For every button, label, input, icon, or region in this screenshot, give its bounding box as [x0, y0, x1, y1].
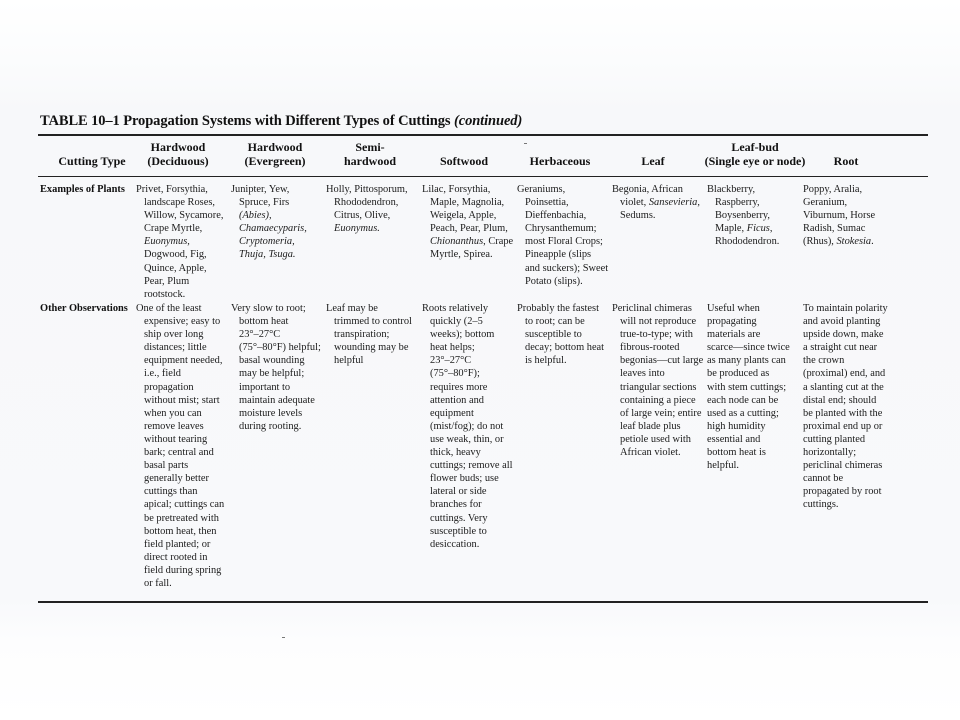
cell-line: cuttings. — [803, 499, 839, 511]
cell-line: Rhododendron, — [334, 197, 399, 209]
cell-line: (75°–80°F) helpful; — [239, 342, 321, 354]
cell-line: Thuja, Tsuga. — [239, 249, 296, 261]
cell-observations-hardwood-deciduous — [136, 302, 224, 590]
cell-line: remove leaves — [144, 420, 204, 432]
cell-line: cutting planted — [803, 433, 866, 445]
cell-examples-hardwood-evergreen — [231, 183, 307, 262]
cell-line: Weigela, Apple, — [430, 210, 497, 222]
cell-line: direct rooted in — [144, 551, 208, 563]
cell-line: quickly (2–5 — [430, 316, 483, 328]
cell-line: propagation — [144, 381, 194, 393]
cell-line: Myrtle, Spirea. — [430, 249, 493, 261]
cell-line: (mist/fog); do not — [430, 420, 504, 432]
cell-line: Spruce, Firs — [239, 197, 290, 209]
cell-line: Rhododendron. — [715, 236, 780, 248]
header-line: (Single eye or node) — [704, 154, 806, 168]
cell-line: i.e., field — [144, 368, 181, 380]
header-line: (Deciduous) — [147, 154, 209, 168]
header-hardwood-evergreen — [228, 140, 322, 168]
cell-examples-hardwood-deciduous — [136, 183, 223, 301]
header-root — [796, 154, 896, 168]
top-rule — [38, 134, 928, 136]
cell-line: weeks); bottom — [430, 329, 495, 341]
cell-observations-root — [803, 302, 888, 512]
cell-line: helpful. — [707, 460, 740, 472]
cell-line: Privet, Forsythia, — [136, 184, 208, 195]
cell-line: (75°–80°F); — [430, 368, 480, 380]
cell-line: susceptible to — [525, 329, 582, 341]
cell-line: important to — [239, 381, 291, 393]
cell-line: during rooting. — [239, 420, 302, 432]
cell-line: Pear, Plum — [144, 275, 190, 287]
cell-line: be planted with the — [803, 407, 883, 419]
cell-line: use weak, thin, or — [430, 433, 504, 445]
cell-line: Leaf may be — [326, 303, 378, 314]
cell-line: true-to-type; with — [620, 329, 694, 341]
cell-line: Raspberry, — [715, 197, 760, 209]
row-label-observations: Other Observations — [40, 303, 128, 314]
cell-line: basal parts — [144, 460, 189, 472]
header-leaf — [608, 154, 698, 168]
cell-line: Blackberry, — [707, 184, 756, 195]
cell-line: branches for — [430, 499, 482, 511]
cell-line: Junipter, Yew, — [231, 184, 290, 195]
cell-line: Peach, Pear, Plum, — [430, 223, 508, 235]
cell-line: bottom heat — [239, 316, 289, 328]
cell-line: may be helpful; — [239, 368, 305, 380]
cell-line: (Abies), — [239, 210, 272, 222]
cell-line: Dogwood, Fig, — [144, 249, 207, 261]
header-line: Hardwood — [247, 140, 303, 154]
cell-line: Crape Myrtle, — [144, 223, 203, 235]
cell-line: maintain adequate — [239, 394, 315, 406]
cell-line: Geraniums, — [517, 184, 566, 195]
cell-line: leaf blade plus — [620, 420, 681, 432]
cell-line: fibrous-rooted — [620, 342, 680, 354]
table-title — [40, 113, 522, 130]
cell-line: petiole used with — [620, 433, 691, 445]
cell-line: distances; little — [144, 342, 207, 354]
cell-observations-semi-hardwood — [326, 302, 412, 367]
cell-line: bark; central and — [144, 447, 214, 459]
cell-line: equipment — [430, 407, 474, 419]
cell-line: apical; cuttings can — [144, 499, 225, 511]
cell-line: One of the least — [136, 303, 202, 314]
cell-line: Chionanthus, Crape — [430, 236, 514, 248]
cell-line: cuttings. Very — [430, 512, 488, 524]
cell-line: be pretreated with — [144, 512, 220, 524]
cell-line: a straight cut near — [803, 342, 878, 354]
cell-line: Radish, Sumac — [803, 223, 866, 235]
cell-line: and avoid planting — [803, 316, 881, 328]
cell-line: Maple, Ficus, — [715, 223, 773, 235]
cell-line: desiccation. — [430, 538, 480, 550]
cell-line: Boysenberry, — [715, 210, 771, 222]
cell-line: the crown — [803, 355, 845, 367]
cell-line: Roots relatively — [422, 303, 489, 314]
cell-examples-semi-hardwood — [326, 183, 408, 235]
cell-line: scarce—since twice — [707, 342, 790, 354]
cell-line: leaves into — [620, 368, 665, 380]
cell-line: African violet. — [620, 447, 681, 459]
cell-line: Useful when — [707, 303, 760, 314]
cell-line: Willow, Sycamore, — [144, 210, 224, 222]
cell-line: be produced as — [707, 368, 770, 380]
header-line: Root — [833, 154, 859, 168]
table-title-main: TABLE 10–1 Propagation Systems with Different Types of Cuttings — [40, 113, 451, 129]
cell-line: triangular sections — [620, 381, 697, 393]
cell-observations-hardwood-evergreen — [231, 302, 321, 433]
cell-observations-leaf — [612, 302, 703, 459]
cell-line: requires more — [430, 381, 488, 393]
cell-line: cannot be — [803, 473, 844, 485]
cell-line: cuttings than — [144, 486, 198, 498]
cell-observations-softwood — [422, 302, 513, 551]
cell-line: Dieffenbachia, — [525, 210, 587, 222]
cell-line: trimmed to control — [334, 316, 412, 328]
cell-line: upside down, make — [803, 329, 884, 341]
header-softwood — [414, 154, 514, 168]
cell-line: (Rhus), Stokesia. — [803, 236, 874, 248]
header-herbaceous — [510, 154, 610, 168]
cell-line: or fall. — [144, 577, 172, 589]
cell-line: will not reproduce — [620, 316, 697, 328]
cell-line: 23°–27°C — [430, 355, 472, 367]
cell-line: To maintain polarity — [803, 303, 888, 314]
cell-examples-leaf — [612, 183, 700, 222]
cell-line: proximal end up or — [803, 420, 883, 432]
cell-line: of large vein; entire — [620, 407, 702, 419]
cell-line: heat helps; — [430, 342, 475, 354]
cell-line: Maple, Magnolia, — [430, 197, 505, 209]
cell-line: bottom heat, then — [144, 525, 217, 537]
cell-line: essential and — [707, 433, 761, 445]
cell-line: bottom heat is — [707, 447, 766, 459]
cell-line: basal wounding — [239, 355, 305, 367]
header-line: hardwood — [343, 154, 396, 168]
cell-line: as many plants can — [707, 355, 786, 367]
cell-line: cuttings; remove all — [430, 460, 513, 472]
header-leaf-bud — [700, 140, 810, 168]
cell-line: high humidity — [707, 420, 766, 432]
cell-line: without mist; start — [144, 394, 220, 406]
cell-line: moisture levels — [239, 407, 303, 419]
cell-line: helpful — [334, 355, 364, 367]
cell-line: each node can be — [707, 394, 779, 406]
scan-speck — [282, 637, 285, 638]
cell-line: susceptible to — [430, 525, 487, 537]
cell-line: with stem cuttings; — [707, 381, 787, 393]
cell-line: Lilac, Forsythia, — [422, 184, 491, 195]
cell-line: used as a cutting; — [707, 407, 779, 419]
cell-line: propagated by root — [803, 486, 882, 498]
cell-line: a slanting cut at the — [803, 381, 884, 393]
cell-line: decay; bottom heat — [525, 342, 605, 354]
cell-line: lateral or side — [430, 486, 487, 498]
cell-line: and suckers); Sweet — [525, 262, 609, 274]
row-label-examples: Examples of Plants — [40, 184, 125, 195]
cell-line: Potato (slips). — [525, 275, 583, 287]
cell-line: periclinal chimeras — [803, 460, 883, 472]
cell-line: horizontally; — [803, 447, 857, 459]
cell-examples-leaf-bud — [707, 183, 779, 248]
cell-line: Citrus, Olive, — [334, 210, 391, 222]
cell-line: generally better — [144, 473, 209, 485]
cell-line: Quince, Apple, — [144, 262, 207, 274]
cell-line: Chrysanthemum; — [525, 223, 597, 235]
cell-line: Geranium, — [803, 197, 848, 209]
cell-line: materials are — [707, 329, 761, 341]
cell-line: Euonymus, — [144, 236, 190, 248]
cell-line: propagating — [707, 316, 757, 328]
bottom-rule — [38, 601, 928, 603]
cell-line: field planted; or — [144, 538, 211, 550]
cell-observations-herbaceous — [517, 302, 604, 367]
cell-line: flower buds; use — [430, 473, 499, 485]
table-title-continued: (continued) — [454, 113, 523, 129]
cell-examples-herbaceous — [517, 183, 608, 288]
cell-line: Cryptomeria, — [239, 236, 295, 248]
header-line: Semi- — [355, 140, 385, 154]
cell-line: Holly, Pittosporum, — [326, 184, 408, 195]
cell-line: rootstock. — [144, 288, 186, 300]
header-semi-hardwood — [322, 140, 418, 168]
cell-line: when you can — [144, 407, 202, 419]
cell-line: wounding may be — [334, 342, 409, 354]
cell-line: Very slow to root; — [231, 303, 306, 314]
header-line: Herbaceous — [529, 154, 591, 168]
cell-examples-softwood — [422, 183, 513, 262]
cell-line: Chamaecyparis, — [239, 223, 307, 235]
cell-line: without tearing — [144, 433, 208, 445]
cell-line: equipment needed, — [144, 355, 223, 367]
cell-line: most Floral Crops; — [525, 236, 603, 248]
cell-line: landscape Roses, — [144, 197, 215, 209]
cell-line: violet, Sansevieria, — [620, 197, 700, 209]
cell-line: is helpful. — [525, 355, 567, 367]
cell-line: Viburnum, Horse — [803, 210, 876, 222]
cell-line: transpiration; — [334, 329, 390, 341]
cell-line: containing a piece — [620, 394, 696, 406]
cell-line: thick, heavy — [430, 447, 481, 459]
cell-line: Poinsettia, — [525, 197, 569, 209]
cell-line: expensive; easy to — [144, 316, 221, 328]
header-line: Leaf — [641, 154, 665, 168]
cell-line: to root; can be — [525, 316, 585, 328]
cell-examples-root — [803, 183, 875, 248]
cell-line: 23°–27°C — [239, 329, 281, 341]
header-line: Leaf-bud — [731, 140, 779, 154]
cell-line: Begonia, African — [612, 184, 683, 195]
cell-line: distal end; should — [803, 394, 877, 406]
header-line: Hardwood — [150, 140, 206, 154]
cell-line: ship over long — [144, 329, 204, 341]
cell-line: Sedums. — [620, 210, 656, 222]
header-hardwood-deciduous — [128, 140, 228, 168]
cell-line: field during spring — [144, 564, 222, 576]
cell-line: Poppy, Aralia, — [803, 184, 863, 195]
cell-line: Euonymus. — [334, 223, 380, 235]
cell-line: (proximal) end, and — [803, 368, 886, 380]
cell-line: Periclinal chimeras — [612, 303, 692, 314]
header-rule — [38, 176, 928, 177]
cell-line: attention and — [430, 394, 484, 406]
cell-line: Pineapple (slips — [525, 249, 592, 261]
scan-speck — [524, 143, 527, 144]
cell-observations-leaf-bud — [707, 302, 790, 472]
header-line: Cutting Type — [58, 154, 126, 168]
cell-line: Probably the fastest — [517, 303, 599, 314]
header-line: (Evergreen) — [244, 154, 306, 168]
header-line: Softwood — [439, 154, 488, 168]
cell-line: begonias—cut large — [620, 355, 704, 367]
